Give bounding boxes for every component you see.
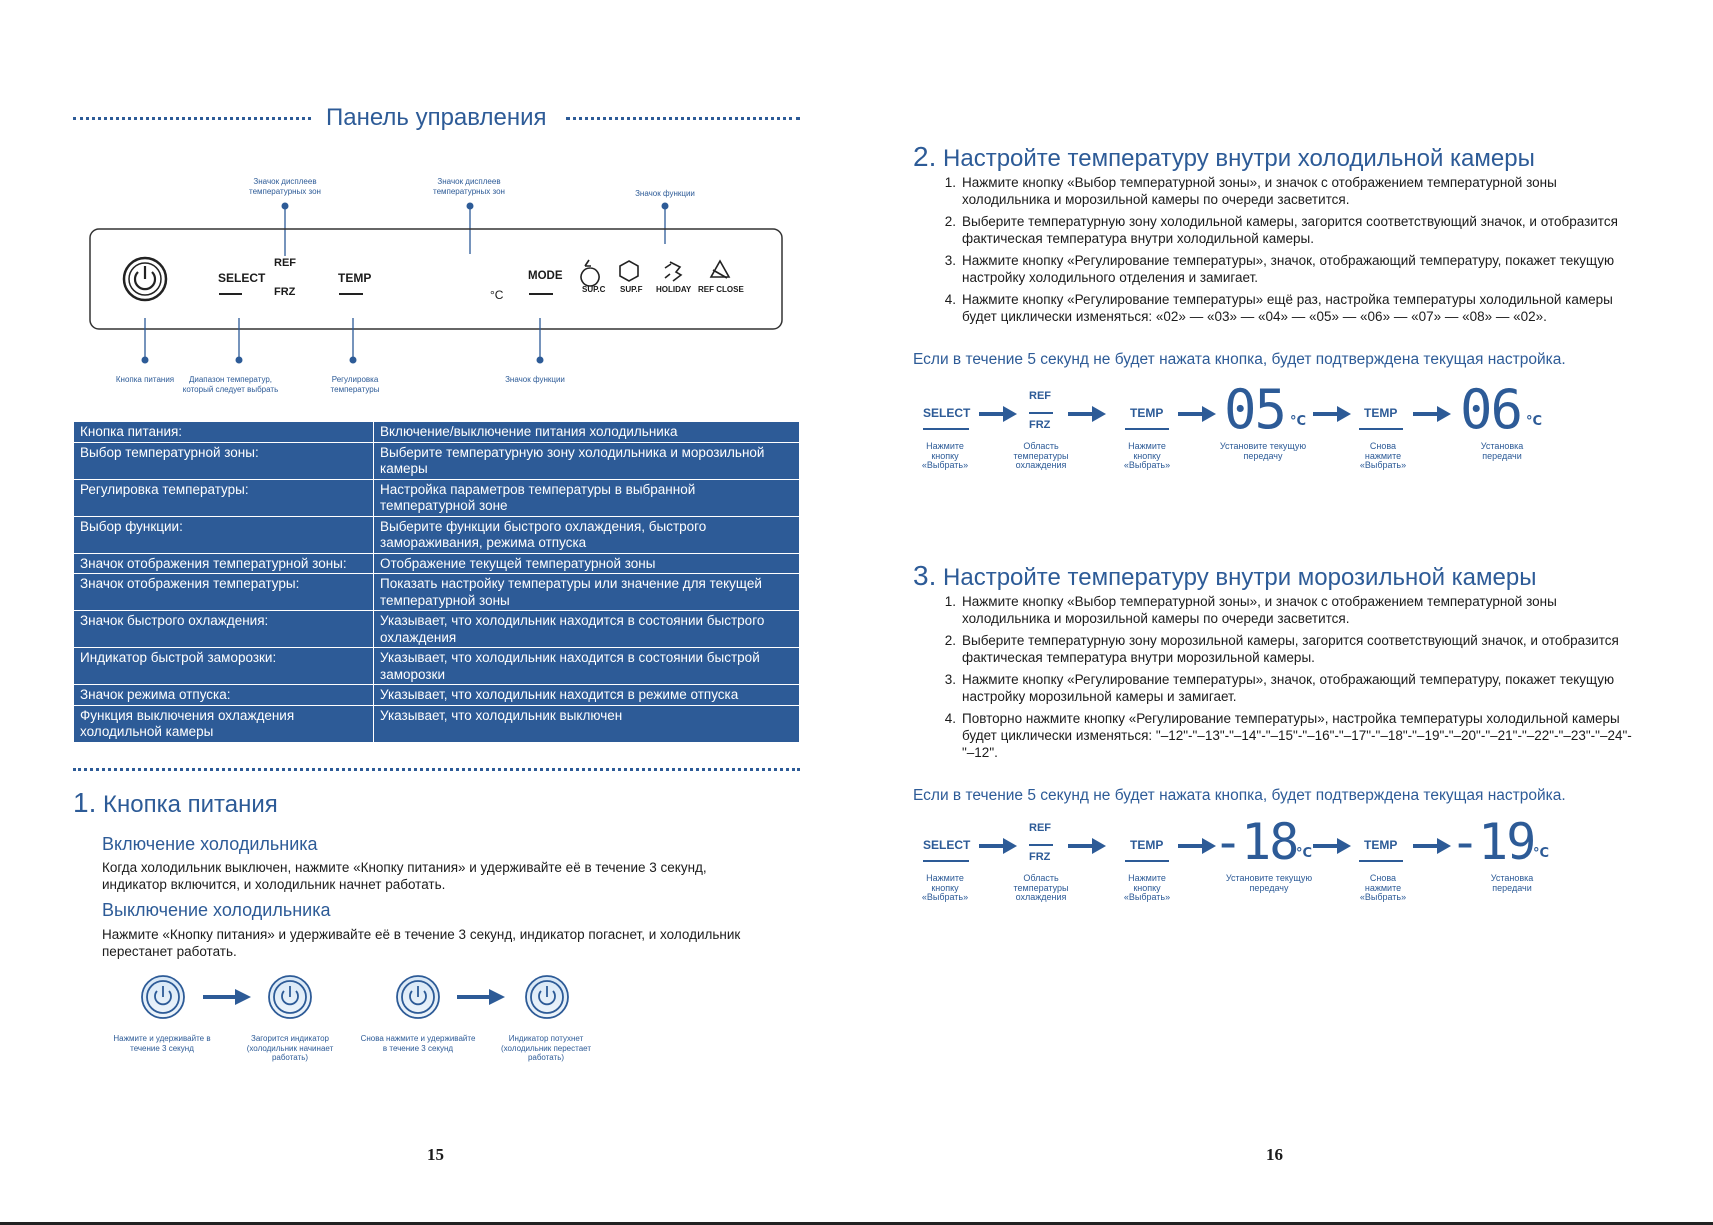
table-row [74,553,800,574]
display-value-1: -18 [1213,813,1298,871]
table-value: Указывает, что холодильник выключен [374,705,800,742]
table-value: Включение/выключение питания холодильника [374,422,800,443]
arrow-icon [1068,404,1108,424]
section1-title: Кнопка питания [103,791,278,818]
table-key: Значок отображения температуры: [74,574,374,611]
seq-ref-label: REF [1029,390,1051,402]
table-key: Значок быстрого охлаждения: [74,611,374,648]
table-row [74,442,800,479]
seq-caption: Установка передачи [1480,441,1524,461]
seq-temp-label: TEMP [1130,838,1164,852]
table-row [74,611,800,648]
callout-power-button: Кнопка питания [115,375,175,384]
panel-celsius-mark: °C [490,288,504,302]
callout-temp-adjust: Регулировка температуры [330,375,380,394]
table-value: Указывает, что холодильник находится в состоянии быстрой заморозки [374,648,800,685]
control-panel-table [73,421,800,743]
table-divider [73,768,800,771]
table-value: Настройка параметров температуры в выбранной температурной зоне [374,479,800,516]
seq-temp-underline-2 [1359,860,1403,862]
section2-sequence [913,378,1693,500]
seq-select-label: SELECT [923,838,971,852]
list-item: 4. Повторно нажмите кнопку «Регулирование температуры», настройка температуры холодильной камеры будет циклически изменяться: "–12"-"–13"-"–14"-"–15"-"–16"-"–17"-"–18"-"–19"-"–20"-"–21"-"–22"-"–23"-"–24"-"–12". [944,711,1632,760]
step-text: Выберите температурную зону холодильной камеры, загорится соответствующий значок, и отобразится фактическая температура внутри холодильной камеры. [962,214,1618,246]
table-key: Кнопка питания: [74,422,374,443]
table-key: Выбор функции: [74,516,374,553]
table-value: Показать настройку температуры или значение для текущей температурной зоны [374,574,800,611]
table-value: Указывает, что холодильник находится в состоянии быстрого охлаждения [374,611,800,648]
seq-caption: Нажмите кнопку «Выбрать» [921,873,969,902]
table-key: Индикатор быстрой заморозки: [74,648,374,685]
list-item: 3. Нажмите кнопку «Регулирование температуры», значок, отображающий температуру, покажет текущую настройку морозильной камеры и замигает. [944,672,1615,704]
step-text: Нажмите кнопку «Выбор температурной зоны», и значок с отображением температурной зоны холодильника и морозильной камеры по очереди засветится. [962,594,1557,626]
table-key: Значок режима отпуска: [74,685,374,706]
section3-note: Если в течение 5 секунд не будет нажата кнопка, будет подтверждена текущая настройка. [913,787,1566,804]
table-row [74,648,800,685]
step-text: Повторно нажмите кнопку «Регулирование температуры», настройка температуры холодильной камеры будет циклически изменяться: "–12"-"–13"-"–14"-"–15"-"–16"-"–17"-"–18"-"–19"-"–20"-"–21"-"–22"-"–23"-"–24"-"–12". [962,711,1632,760]
panel-supc-label: SUP.C [582,285,606,294]
seq-caption: Установите текущую передачу [1219,441,1307,461]
step-text: Выберите температурную зону морозильной камеры, загорится соответствующий значок, и отобразится фактическая температура внутри морозильной камеры. [962,633,1619,665]
list-item: 1. Нажмите кнопку «Выбор температурной зоны», и значок с отображением температурной зоны холодильника и морозильной камеры по очереди засветится. [944,594,1557,626]
arrow-icon [1313,404,1353,424]
table-row [74,705,800,742]
arrow-icon [1413,404,1453,424]
callout-temp-range: Диапазон температур, который следует выбрать [182,375,279,394]
heading-divider-left [73,117,311,120]
table-value: Указывает, что холодильник находится в режиме отпуска [374,685,800,706]
table-value: Выберите температурную зону холодильника и морозильной камеры [374,442,800,479]
panel-holiday-label: HOLIDAY [656,285,692,294]
arrow-icon [979,836,1019,856]
seq-select-underline [923,860,969,862]
display-celsius: °C [1296,846,1313,861]
table-value: Выберите функции быстрого охлаждения, быстрого замораживания, режима отпуска [374,516,800,553]
seq-ref-underline [1029,412,1053,414]
list-item: 1. Нажмите кнопку «Выбор температурной зоны», и значок с отображением температурной зоны холодильника и морозильной камеры по очереди засветится. [944,175,1557,207]
list-item: 2. Выберите температурную зону морозильной камеры, загорится соответствующий значок, и отобразится фактическая температура внутри морозильной камеры. [944,633,1619,665]
display-value-2: -19 [1450,813,1535,871]
callout-function-top: Значок функции [635,189,695,198]
step-text: Нажмите кнопку «Выбор температурной зоны», и значок с отображением температурной зоны холодильника и морозильной камеры по очереди засветится. [962,175,1557,207]
table-row [74,516,800,553]
arrow-icon [1413,836,1453,856]
panel-temp-label: TEMP [338,271,372,285]
section3-title: Настройте температуру внутри морозильной камеры [943,564,1537,591]
power-caption-3: Снова нажмите и удерживайте в течение 3 секунд [360,1034,476,1053]
seq-ref-label: REF [1029,822,1051,834]
seq-frz-label: FRZ [1029,851,1051,863]
table-key: Регулировка температуры: [74,479,374,516]
table-value: Отображение текущей температурной зоны [374,553,800,574]
power-on-text: Когда холодильник выключен, нажмите «Кнопку питания» и удерживайте её в течение 3 секунд, индикатор включится, и холодильник начнет работать. [102,860,707,892]
step-text: Нажмите кнопку «Регулирование температуры», значок, отображающий температуру, покажет текущую настройку холодильного отделения и замигает. [962,253,1615,285]
section3-number: 3. [913,560,937,591]
page-heading: Панель управления [326,104,547,131]
display-celsius-2: °C [1526,414,1543,429]
table-key: Функция выключения охлаждения холодильной камеры [74,705,374,742]
section2-heading [913,141,1535,173]
seq-select-underline [923,428,969,430]
callout-zone-display-b: Значок дисплеев температурных зон [433,177,505,196]
display-celsius-2: °C [1533,846,1550,861]
seq-caption: Область температуры охлаждения [1013,441,1069,470]
power-off-title: Выключение холодильника [102,900,331,920]
panel-frz-label: FRZ [274,286,296,298]
page-number-left: 15 [427,1145,444,1164]
table-row [74,685,800,706]
arrow-icon [1178,836,1218,856]
table-key: Значок отображения температурной зоны: [74,553,374,574]
arrow-icon [1178,404,1218,424]
panel-refclose-label: REF CLOSE [698,285,744,294]
seq-caption: Нажмите кнопку «Выбрать» [1123,441,1171,470]
page-number-right: 16 [1266,1145,1283,1164]
seq-select-label: SELECT [923,406,971,420]
section1-heading [73,787,278,819]
power-on-title: Включение холодильника [102,834,318,854]
power-caption-1: Нажмите и удерживайте в течение 3 секунд [113,1034,211,1053]
seq-caption: Установка передачи [1490,873,1534,893]
table-row [74,574,800,611]
callout-function-bottom: Значок функции [505,375,565,384]
seq-ref-underline [1029,844,1053,846]
seq-frz-label: FRZ [1029,419,1051,431]
list-item: 4. Нажмите кнопку «Регулирование температуры» ещё раз, настройка температуры холодильной камеры будет циклически изменяться: «02» — «03» — «04» — «05» — «06» — «07» — «08» — «02». [944,292,1613,324]
panel-ref-label: REF [274,257,296,269]
arrow-icon [1313,836,1353,856]
section3-sequence [913,813,1693,932]
display-value-2: 06 [1460,378,1522,441]
section1-number: 1. [73,787,97,818]
heading-divider-right [566,117,800,120]
seq-caption: Снова нажмите «Выбрать» [1359,441,1407,470]
section2-note: Если в течение 5 секунд не будет нажата кнопка, будет подтверждена текущая настройка. [913,351,1566,368]
power-caption-2: Загорится индикатор (холодильник начинает работать) [246,1034,334,1062]
table-row [74,422,800,443]
seq-caption: Снова нажмите «Выбрать» [1359,873,1407,902]
seq-caption: Область температуры охлаждения [1013,873,1069,902]
seq-temp-label: TEMP [1130,406,1164,420]
arrow-icon [979,404,1019,424]
seq-caption: Нажмите кнопку «Выбрать» [1123,873,1171,902]
seq-caption: Нажмите кнопку «Выбрать» [921,441,969,470]
panel-supf-label: SUP.F [620,285,643,294]
callout-zone-display-a: Значок дисплеев температурных зон [249,177,321,196]
seq-temp-underline [1125,860,1169,862]
seq-temp-label-2: TEMP [1364,406,1398,420]
table-key: Выбор температурной зоны: [74,442,374,479]
panel-mode-label: MODE [528,270,563,282]
table-row [74,479,800,516]
seq-temp-underline-2 [1359,428,1403,430]
step-text: Нажмите кнопку «Регулирование температуры» ещё раз, настройка температуры холодильной камеры будет циклически изменяться: «02» — «03» — «04» — «05» — «06» — «07» — «08» — «02». [962,292,1613,324]
section2-title: Настройте температуру внутри холодильной камеры [943,145,1535,172]
power-off-text: Нажмите «Кнопку питания» и удерживайте её в течение 3 секунд, индикатор погаснет, и холодильник перестанет работать. [102,927,741,959]
list-item: 3. Нажмите кнопку «Регулирование температуры», значок, отображающий температуру, покажет текущую настройку холодильного отделения и замигает. [944,253,1615,285]
panel-select-label: SELECT [218,271,266,285]
power-sequence-diagram [135,968,585,1028]
section3-steps [938,593,1643,766]
list-item: 2. Выберите температурную зону холодильной камеры, загорится соответствующий значок, и отобразится фактическая температура внутри холодильной камеры. [944,214,1618,246]
step-text: Нажмите кнопку «Регулирование температуры», значок, отображающий температуру, покажет текущую настройку морозильной камеры и замигает. [962,672,1615,704]
section2-steps [938,174,1643,330]
arrow-icon [1068,836,1108,856]
seq-temp-underline [1125,428,1169,430]
seq-caption: Установите текущую передачу [1225,873,1313,893]
seq-temp-label-2: TEMP [1364,838,1398,852]
section3-heading [913,560,1536,592]
section2-number: 2. [913,141,937,172]
display-celsius: °C [1290,414,1307,429]
power-caption-4: Индикатор потухнет (холодильник перестает работать) [500,1034,591,1062]
display-value-1: 05 [1224,378,1286,441]
